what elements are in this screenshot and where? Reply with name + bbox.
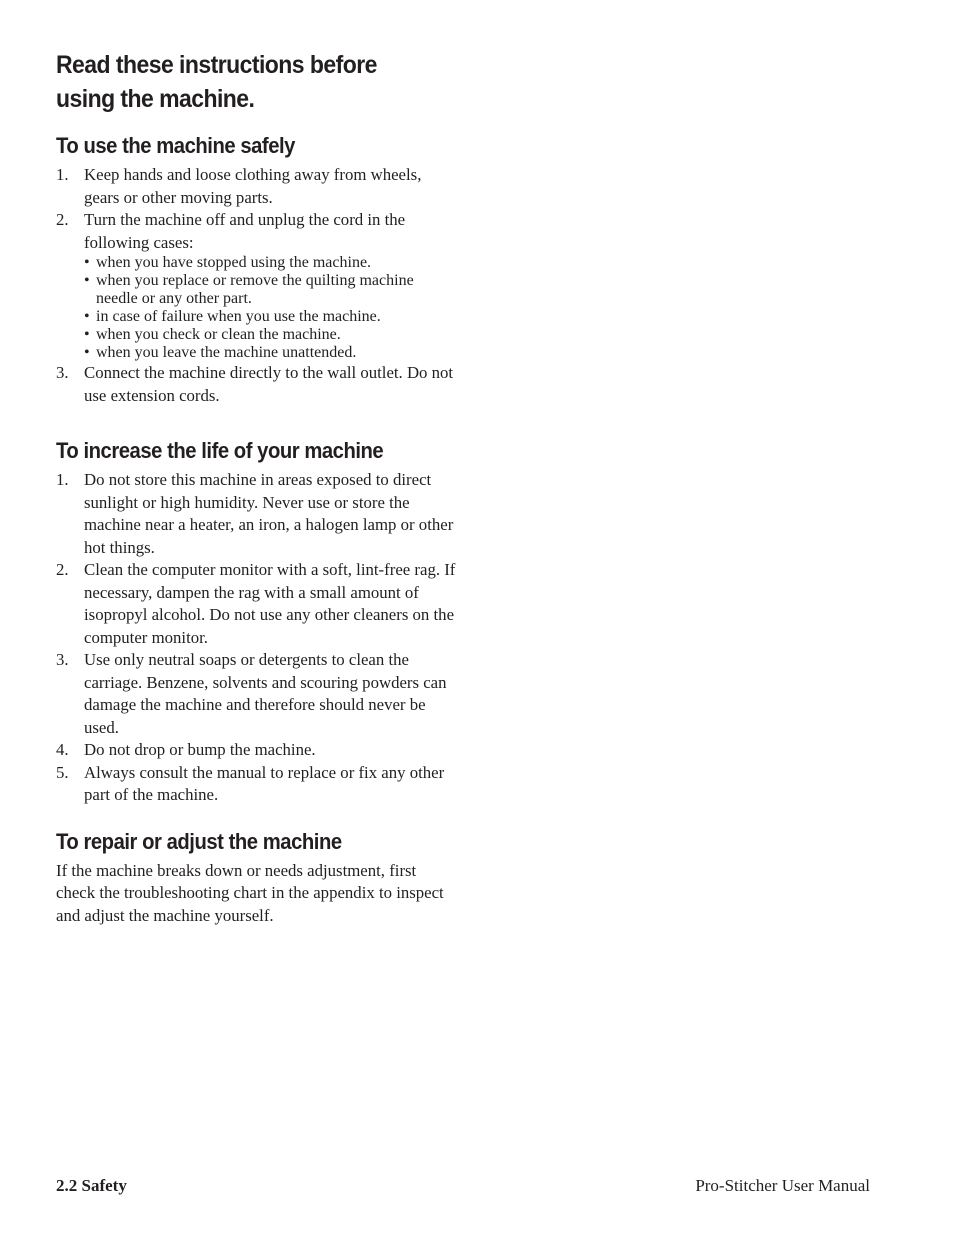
bullet-glyph: • (84, 308, 90, 325)
footer-manual-title: Pro-Stitcher User Manual (695, 1176, 870, 1195)
list-item (56, 362, 456, 407)
repair-paragraph: If the machine breaks down or needs adjustment, first check the troubleshooting chart in the appendix to inspect and adjust the machine yourself. (56, 860, 444, 925)
machine-life-list (56, 469, 456, 807)
heading-increase-life: To increase the life of your machine (56, 438, 384, 463)
unplug-cases-list (56, 254, 456, 362)
item-text: Do not drop or bump the machine. (84, 740, 316, 759)
item-text: Clean the computer monitor with a soft, lint-free rag. If necessary, dampen the rag with a small amount of isopropyl alcohol. Do not use any other cleaners on the computer monitor. (84, 560, 456, 647)
list-item (56, 559, 456, 649)
safety-list-continued (56, 362, 456, 407)
item-number: 1. (56, 470, 69, 489)
bullet-glyph: • (84, 254, 90, 271)
list-item (56, 164, 456, 209)
item-text: Always consult the manual to replace or fix any other part of the machine. (84, 762, 445, 804)
heading-use-safely: To use the machine safely (56, 133, 295, 158)
sub-list-item (84, 326, 426, 344)
item-text: Do not store this machine in areas exposed to direct sunlight or high humidity. Never use or store the machine near a heater, an iron, a halogen lamp or other hot things. (84, 470, 454, 557)
sub-item-text: in case of failure when you use the machine. (96, 308, 381, 325)
sub-list-item (84, 254, 426, 272)
heading-repair-adjust: To repair or adjust the machine (56, 828, 342, 854)
item-number: 5. (56, 762, 69, 782)
list-item (56, 739, 456, 762)
item-text: Turn the machine off and unplug the cord in the following cases: (84, 210, 406, 252)
bullet-glyph: • (84, 272, 90, 289)
list-item (56, 762, 456, 807)
item-text: Use only neutral soaps or detergents to clean the carriage. Benzene, solvents and scouring powders can damage the machine and therefore should never be used. (84, 650, 447, 737)
sub-list-item (84, 272, 426, 308)
sub-item-text: when you check or clean the machine. (96, 326, 341, 343)
list-item (56, 209, 456, 254)
item-number: 2. (56, 560, 69, 579)
footer-section-label: 2.2 Safety (56, 1176, 127, 1195)
list-item (56, 469, 456, 559)
item-number: 3. (56, 363, 69, 382)
sub-item-text: when you leave the machine unattended. (96, 344, 357, 361)
bullet-glyph: • (84, 344, 90, 361)
item-number: 4. (56, 740, 69, 759)
sub-list-item (84, 344, 426, 362)
sub-item-text: when you replace or remove the quilting machine needle or any other part. (96, 272, 414, 307)
item-text: Keep hands and loose clothing away from wheels, gears or other moving parts. (84, 165, 422, 207)
safety-list (56, 164, 456, 254)
list-item (56, 649, 456, 739)
item-number: 1. (56, 165, 69, 184)
page-title: Read these instructions before using the machine. (56, 51, 377, 113)
sub-list-item (84, 308, 426, 326)
item-number: 2. (56, 210, 69, 229)
main-column (56, 48, 456, 927)
item-number: 3. (56, 650, 69, 669)
bullet-glyph: • (84, 326, 90, 343)
item-text: Connect the machine directly to the wall outlet. Do not use extension cords. (84, 363, 454, 405)
sub-item-text: when you have stopped using the machine. (96, 254, 372, 271)
